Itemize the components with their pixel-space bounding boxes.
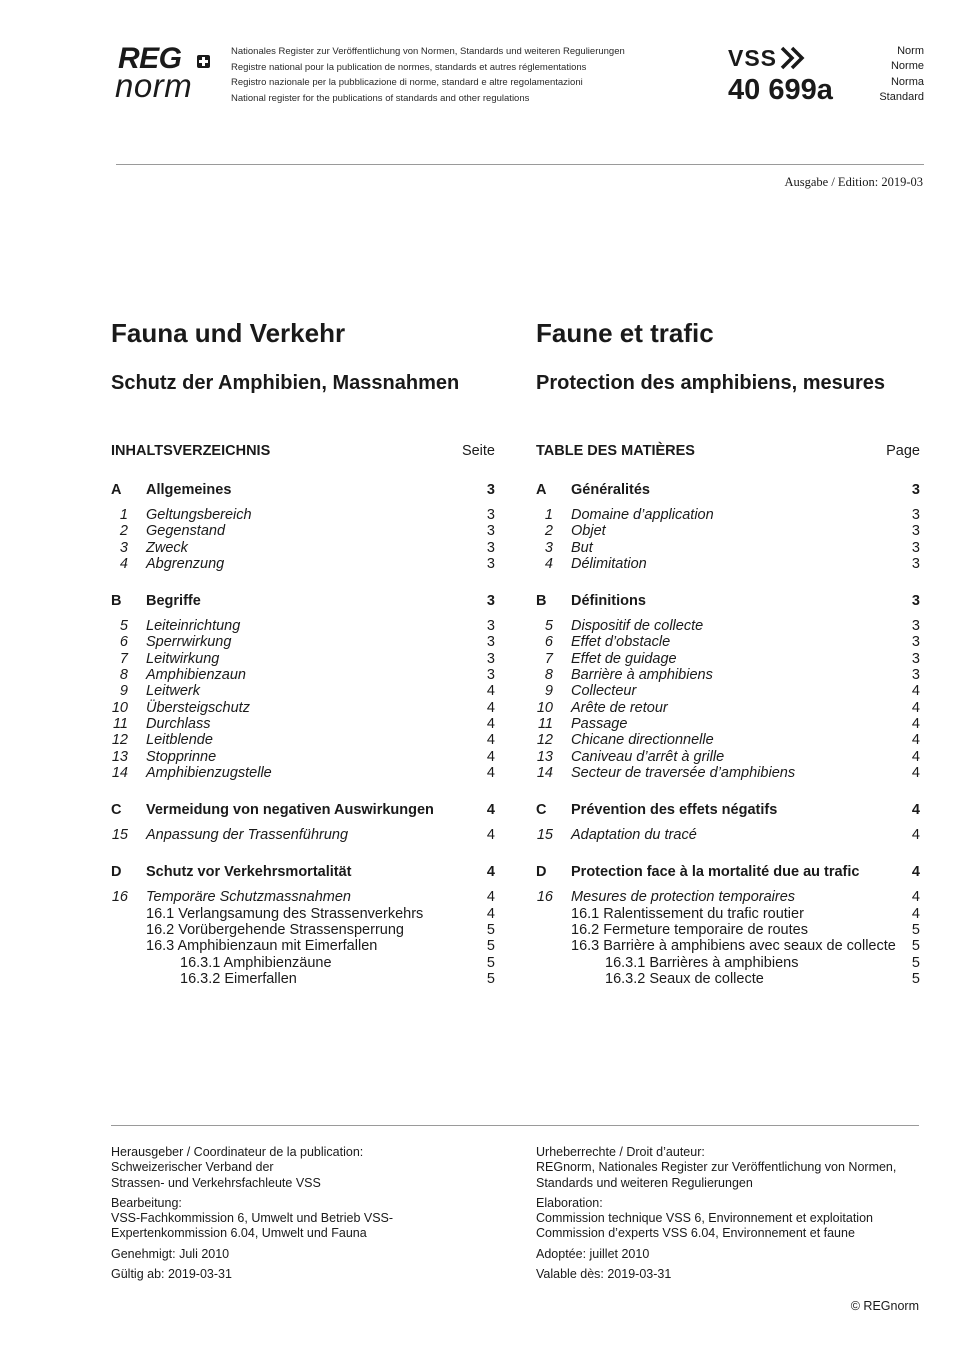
section-title: Prévention des effets négatifs bbox=[571, 802, 778, 819]
register-line-de: Nationales Register zur Veröffentlichung von Normen, Standards und weiteren Regulierungen bbox=[231, 46, 625, 57]
item-number: 16 bbox=[536, 889, 553, 906]
toc-item[interactable] bbox=[536, 634, 920, 650]
subitem-title: 16.1 Verlangsamung des Strassenverkehrs bbox=[146, 905, 424, 922]
elaboration-label: Elaboration: bbox=[536, 1195, 603, 1210]
toc-item[interactable] bbox=[111, 667, 495, 683]
item-number: 3 bbox=[544, 539, 553, 556]
item-title: Übersteigschutz bbox=[146, 699, 250, 716]
section-page: 4 bbox=[911, 864, 920, 881]
subitem-title: 16.3.2 Seaux de collecte bbox=[605, 970, 764, 987]
item-number: 11 bbox=[537, 715, 553, 732]
item-title: Mesures de protection temporaires bbox=[571, 889, 796, 906]
copyright-notice: © REGnorm bbox=[850, 1299, 919, 1313]
item-title: Geltungsbereich bbox=[146, 507, 252, 523]
item-title: Leitwirkung bbox=[146, 650, 220, 667]
editing-line: Expertenkommission 6.04, Umwelt und Fauna bbox=[111, 1226, 367, 1241]
toc-item[interactable] bbox=[111, 556, 495, 572]
doc-type-en: Standard bbox=[879, 90, 924, 103]
item-title: Domaine d’application bbox=[571, 507, 714, 523]
document-type bbox=[879, 44, 924, 105]
section-page: 3 bbox=[911, 593, 920, 610]
german-column bbox=[111, 316, 495, 987]
toc-subitem[interactable] bbox=[111, 971, 495, 987]
item-page: 4 bbox=[486, 827, 495, 844]
item-number: 14 bbox=[111, 764, 128, 781]
item-title: But bbox=[571, 539, 593, 556]
item-title: Abgrenzung bbox=[146, 555, 225, 572]
toc-item[interactable] bbox=[111, 716, 495, 732]
elaboration-line: Commission d’experts VSS 6.04, Environnement et faune bbox=[536, 1226, 855, 1241]
toc-item[interactable] bbox=[536, 523, 920, 539]
regnorm-logo bbox=[115, 44, 215, 104]
subtitle-fr: Protection des amphibiens, mesures bbox=[536, 372, 885, 394]
item-title: Adaptation du tracé bbox=[571, 827, 697, 844]
item-number: 6 bbox=[544, 634, 553, 651]
section-page: 3 bbox=[486, 482, 495, 498]
item-page: 4 bbox=[486, 764, 495, 781]
item-title: Amphibienzaun bbox=[146, 667, 246, 684]
item-page: 4 bbox=[911, 732, 920, 749]
section-letter: C bbox=[111, 802, 122, 819]
subitem-page: 4 bbox=[911, 905, 920, 922]
footer-divider bbox=[111, 1125, 919, 1126]
toc-item[interactable] bbox=[536, 667, 920, 683]
toc-item[interactable] bbox=[536, 749, 920, 765]
toc-subitem[interactable] bbox=[536, 971, 920, 987]
toc-item[interactable] bbox=[111, 634, 495, 650]
item-page: 4 bbox=[911, 889, 920, 906]
subitem-page: 5 bbox=[486, 954, 495, 971]
section-letter: B bbox=[536, 593, 547, 610]
toc-item[interactable] bbox=[536, 889, 920, 905]
item-page: 3 bbox=[486, 650, 495, 667]
toc-subitem[interactable] bbox=[536, 906, 920, 922]
doc-type-it: Norma bbox=[890, 75, 924, 88]
toc-subitem[interactable] bbox=[111, 906, 495, 922]
item-number: 7 bbox=[119, 650, 128, 667]
valid-text: Valable dès: 2019-03-31 bbox=[536, 1267, 672, 1282]
section-page: 3 bbox=[911, 482, 920, 498]
copyright-line: REGnorm, Nationales Register zur Veröffentlichung von Normen, bbox=[536, 1160, 897, 1175]
item-page: 4 bbox=[911, 764, 920, 781]
item-page: 4 bbox=[486, 732, 495, 749]
toc-subitem[interactable] bbox=[536, 938, 920, 954]
subitem-title: 16.3.1 Amphibienzäune bbox=[180, 954, 332, 971]
subitem-title: 16.1 Ralentissement du trafic routier bbox=[571, 905, 804, 922]
edition-date: Ausgabe / Edition: 2019-03 bbox=[784, 175, 923, 189]
toc-section[interactable] bbox=[536, 593, 920, 610]
section-letter: A bbox=[111, 482, 122, 498]
item-page: 3 bbox=[911, 555, 920, 572]
toc-header-fr bbox=[536, 441, 920, 461]
item-number: 15 bbox=[111, 827, 128, 844]
item-title: Gegenstand bbox=[146, 523, 226, 540]
toc-item[interactable] bbox=[111, 523, 495, 539]
toc-item[interactable] bbox=[536, 651, 920, 667]
register-line-en: National register for the publications of standards and other regulations bbox=[231, 92, 530, 104]
footer-german bbox=[111, 1145, 501, 1287]
item-title: Amphibienzugstelle bbox=[146, 764, 272, 781]
item-page: 4 bbox=[486, 748, 495, 765]
item-number: 14 bbox=[536, 764, 553, 781]
subitem-page: 5 bbox=[486, 970, 495, 987]
item-number: 6 bbox=[119, 634, 128, 651]
item-page: 4 bbox=[911, 715, 920, 732]
toc-item[interactable] bbox=[111, 889, 495, 905]
item-number: 2 bbox=[544, 523, 553, 540]
item-number: 9 bbox=[544, 683, 553, 700]
item-number: 5 bbox=[544, 618, 553, 635]
item-title: Temporäre Schutzmassnahmen bbox=[146, 889, 351, 906]
register-line-it: Registro nazionale per la pubblicazione di norme, standard e altre regolamentazioni bbox=[231, 77, 583, 88]
norm-number: 40 699a bbox=[728, 74, 833, 106]
item-number: 4 bbox=[544, 555, 553, 572]
copyright-block bbox=[536, 1145, 926, 1191]
section-page: 3 bbox=[486, 593, 495, 610]
toc-item[interactable] bbox=[111, 700, 495, 716]
item-number: 10 bbox=[111, 699, 128, 716]
title-de: Fauna und Verkehr bbox=[111, 318, 346, 348]
section-letter: D bbox=[536, 864, 547, 881]
toc-item[interactable] bbox=[111, 618, 495, 634]
toc-subitem[interactable] bbox=[111, 922, 495, 938]
item-title: Zweck bbox=[146, 539, 188, 556]
item-page: 4 bbox=[911, 748, 920, 765]
item-number: 2 bbox=[119, 523, 128, 540]
copyright-label: Urheberrechte / Droit d’auteur: bbox=[536, 1145, 705, 1159]
logo-norm-text: norm bbox=[115, 67, 193, 104]
item-page: 4 bbox=[911, 699, 920, 716]
toc-item[interactable] bbox=[111, 749, 495, 765]
subitem-title: 16.3.2 Eimerfallen bbox=[180, 970, 297, 987]
item-title: Secteur de traversée d’amphibiens bbox=[571, 764, 796, 781]
elaboration-block bbox=[536, 1196, 926, 1242]
item-title: Chicane directionnelle bbox=[571, 732, 714, 749]
toc-item[interactable] bbox=[111, 765, 495, 781]
toc-header-de bbox=[111, 441, 495, 461]
subitem-page: 5 bbox=[911, 970, 920, 987]
item-page: 3 bbox=[911, 507, 920, 523]
item-number: 4 bbox=[119, 555, 128, 572]
toc-item[interactable] bbox=[536, 507, 920, 523]
toc-item[interactable] bbox=[111, 507, 495, 523]
item-title: Leitwerk bbox=[146, 683, 200, 700]
logo-reg-text: REG bbox=[118, 42, 182, 75]
editing-block bbox=[111, 1196, 501, 1242]
subitem-page: 5 bbox=[911, 938, 920, 955]
toc-section[interactable] bbox=[536, 482, 920, 499]
item-number: 3 bbox=[119, 539, 128, 556]
item-page: 3 bbox=[486, 523, 495, 540]
section-title: Allgemeines bbox=[146, 482, 232, 498]
register-description bbox=[231, 44, 625, 106]
item-title: Leiteinrichtung bbox=[146, 618, 241, 635]
item-number: 11 bbox=[112, 715, 128, 732]
page-label-fr: Page bbox=[886, 443, 920, 459]
toc-label-de: INHALTSVERZEICHNIS bbox=[111, 443, 271, 459]
item-page: 3 bbox=[911, 523, 920, 540]
publisher-label: Herausgeber / Coordinateur de la publication: bbox=[111, 1145, 364, 1159]
publisher-block bbox=[111, 1145, 501, 1191]
item-page: 3 bbox=[486, 507, 495, 523]
item-number: 1 bbox=[119, 507, 128, 523]
item-title: Objet bbox=[571, 523, 606, 540]
item-page: 3 bbox=[486, 634, 495, 651]
toc-subitem[interactable] bbox=[111, 938, 495, 954]
subitem-page: 5 bbox=[911, 922, 920, 939]
elaboration-line: Commission technique VSS 6, Environnement et exploitation bbox=[536, 1211, 873, 1226]
title-fr: Faune et trafic bbox=[536, 318, 714, 348]
item-title: Arête de retour bbox=[571, 699, 668, 716]
section-letter: A bbox=[536, 482, 547, 498]
section-title: Généralités bbox=[571, 482, 650, 498]
item-page: 4 bbox=[486, 889, 495, 906]
footer-french bbox=[536, 1145, 926, 1287]
item-number: 16 bbox=[111, 889, 128, 906]
item-page: 3 bbox=[911, 539, 920, 556]
doc-type-fr: Norme bbox=[890, 60, 924, 73]
item-title: Effet de guidage bbox=[571, 650, 677, 667]
item-page: 3 bbox=[486, 667, 495, 684]
toc-de bbox=[111, 461, 495, 987]
item-page: 3 bbox=[486, 539, 495, 556]
swiss-cross-icon bbox=[197, 55, 210, 68]
item-title: Durchlass bbox=[146, 715, 211, 732]
item-title: Barrière à amphibiens bbox=[571, 667, 713, 684]
adoption-date bbox=[536, 1247, 926, 1262]
toc-item[interactable] bbox=[536, 556, 920, 572]
copyright-line: Standards und weiteren Regulierungen bbox=[536, 1175, 753, 1190]
subitem-page: 5 bbox=[486, 922, 495, 939]
section-letter: B bbox=[111, 593, 122, 610]
section-page: 4 bbox=[486, 802, 495, 819]
item-page: 4 bbox=[911, 683, 920, 700]
section-page: 4 bbox=[911, 802, 920, 819]
adopted-text: Adoptée: juillet 2010 bbox=[536, 1246, 650, 1261]
item-number: 15 bbox=[536, 827, 553, 844]
subitem-page: 4 bbox=[486, 905, 495, 922]
section-title: Begriffe bbox=[146, 593, 201, 610]
toc-item[interactable] bbox=[111, 683, 495, 699]
item-number: 12 bbox=[111, 732, 128, 749]
toc-item[interactable] bbox=[536, 683, 920, 699]
doc-type-de: Norm bbox=[897, 45, 924, 57]
item-number: 12 bbox=[536, 732, 553, 749]
toc-section[interactable] bbox=[111, 593, 495, 610]
item-number: 13 bbox=[111, 748, 128, 765]
approval-date bbox=[111, 1247, 501, 1262]
item-number: 7 bbox=[544, 650, 553, 667]
toc-item[interactable] bbox=[111, 732, 495, 748]
toc-section[interactable] bbox=[536, 802, 920, 819]
item-number: 5 bbox=[119, 618, 128, 635]
section-title: Schutz vor Verkehrsmortalität bbox=[146, 864, 352, 881]
toc-item[interactable] bbox=[111, 827, 495, 843]
item-title: Caniveau d’arrêt à grille bbox=[571, 748, 725, 765]
toc-item[interactable] bbox=[536, 540, 920, 556]
section-title: Définitions bbox=[571, 593, 646, 610]
toc-item[interactable] bbox=[536, 765, 920, 781]
item-number: 8 bbox=[544, 667, 553, 684]
item-title: Stopprinne bbox=[146, 748, 217, 765]
validity-date bbox=[111, 1267, 501, 1282]
validity-date bbox=[536, 1267, 926, 1282]
item-title: Leitblende bbox=[146, 732, 213, 749]
toc-label-fr: TABLE DES MATIÈRES bbox=[536, 443, 695, 459]
valid-text: Gültig ab: 2019-03-31 bbox=[111, 1267, 232, 1282]
toc-section[interactable] bbox=[111, 864, 495, 881]
item-number: 10 bbox=[536, 699, 553, 716]
register-line-fr: Registre national pour la publication de normes, standards et autres réglementations bbox=[231, 61, 587, 73]
header-divider bbox=[116, 164, 924, 165]
subitem-page: 5 bbox=[911, 954, 920, 971]
item-page: 4 bbox=[486, 683, 495, 700]
toc-item[interactable] bbox=[536, 700, 920, 716]
editing-line: VSS-Fachkommission 6, Umwelt und Betrieb VSS- bbox=[111, 1211, 394, 1226]
toc-section[interactable] bbox=[536, 864, 920, 881]
item-page: 4 bbox=[486, 715, 495, 732]
item-page: 3 bbox=[486, 555, 495, 572]
editing-label: Bearbeitung: bbox=[111, 1195, 182, 1210]
section-title: Vermeidung von negativen Auswirkungen bbox=[146, 802, 434, 819]
toc-subitem[interactable] bbox=[536, 955, 920, 971]
item-title: Sperrwirkung bbox=[146, 634, 232, 651]
toc-section[interactable] bbox=[111, 802, 495, 819]
subtitle-de: Schutz der Amphibien, Massnahmen bbox=[111, 372, 460, 394]
section-letter: C bbox=[536, 802, 547, 819]
subitem-page: 5 bbox=[486, 938, 495, 955]
french-column bbox=[536, 316, 920, 987]
subitem-title: 16.3.1 Barrières à amphibiens bbox=[605, 954, 799, 971]
item-title: Délimitation bbox=[571, 555, 647, 572]
item-number: 1 bbox=[544, 507, 553, 523]
subitem-title: 16.2 Vorübergehende Strassensperrung bbox=[146, 922, 404, 939]
item-title: Effet d’obstacle bbox=[571, 634, 671, 651]
item-page: 4 bbox=[486, 699, 495, 716]
publisher-line: Schweizerischer Verband der bbox=[111, 1160, 274, 1175]
vss-brand-text: VSS bbox=[728, 45, 778, 71]
subitem-title: 16.3 Barrière à amphibiens avec seaux de collecte bbox=[571, 938, 896, 955]
toc-subitem[interactable] bbox=[536, 922, 920, 938]
subitem-title: 16.3 Amphibienzaun mit Eimerfallen bbox=[146, 938, 378, 955]
toc-section[interactable] bbox=[111, 482, 495, 499]
toc-subitem[interactable] bbox=[111, 955, 495, 971]
item-number: 8 bbox=[119, 667, 128, 684]
item-page: 3 bbox=[911, 618, 920, 635]
vss-arrow-icon bbox=[779, 45, 807, 71]
section-page: 4 bbox=[486, 864, 495, 881]
item-page: 3 bbox=[911, 650, 920, 667]
toc-item[interactable] bbox=[536, 716, 920, 732]
item-title: Dispositif de collecte bbox=[571, 618, 704, 635]
toc-item[interactable] bbox=[111, 651, 495, 667]
item-title: Collecteur bbox=[571, 683, 637, 700]
item-number: 13 bbox=[536, 748, 553, 765]
toc-item[interactable] bbox=[536, 618, 920, 634]
toc-item[interactable] bbox=[111, 540, 495, 556]
vss-logo bbox=[728, 44, 858, 108]
approved-text: Genehmigt: Juli 2010 bbox=[111, 1246, 230, 1261]
section-title: Protection face à la mortalité due au trafic bbox=[571, 864, 860, 881]
item-page: 3 bbox=[911, 667, 920, 684]
subitem-title: 16.2 Fermeture temporaire de routes bbox=[571, 922, 808, 939]
section-letter: D bbox=[111, 864, 122, 881]
toc-item[interactable] bbox=[536, 732, 920, 748]
item-page: 4 bbox=[911, 827, 920, 844]
item-page: 3 bbox=[486, 618, 495, 635]
toc-fr bbox=[536, 461, 920, 987]
page-label-de: Seite bbox=[461, 443, 495, 459]
item-title: Passage bbox=[571, 715, 628, 732]
item-title: Anpassung der Trassenführung bbox=[146, 827, 349, 844]
item-number: 9 bbox=[119, 683, 128, 700]
item-page: 3 bbox=[911, 634, 920, 651]
publisher-line: Strassen- und Verkehrsfachleute VSS bbox=[111, 1175, 321, 1190]
toc-item[interactable] bbox=[536, 827, 920, 843]
